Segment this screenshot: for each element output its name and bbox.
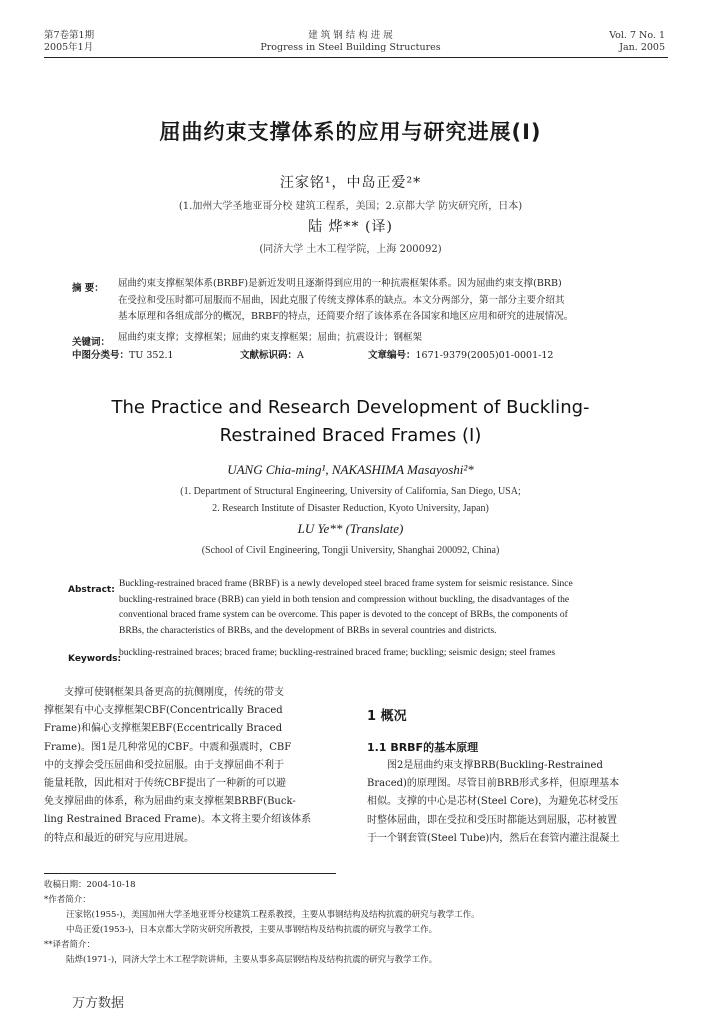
article-number-row [368,347,553,365]
issue-volume-en: Vol. 7 No. 1 [609,30,665,41]
journal-issue-en [609,30,665,54]
issue-date-en: Jan. 2005 [619,42,665,53]
body-line: 中的支撑会受压屈曲和受拉屈服。由于支撑屈曲不利于 [44,759,284,771]
abstract-en-label: Abstract: [68,585,115,595]
footnotes [44,878,674,968]
abstract-cn-line: 在受拉和受压时都可屈服而不屈曲，因此克服了传统支撑体系的缺点。本文分两部分，第一部分主要介绍其 [118,294,565,306]
affiliation-cn-2: (同济大学 土木工程学院，上海 200092) [259,244,442,255]
clc-label: 中图分类号： [72,350,130,361]
article-number-value: 1671-9379(2005)01-0001-12 [415,350,554,361]
keywords-cn-label: 关键词： [72,337,111,348]
footnote-rule [44,873,336,874]
body-line: 的特点和最近的研究与应用进展。 [44,832,194,844]
translator-cn: 陆 烨** (译) [308,219,393,235]
body-line: 能量耗散，因此相对于传统CBF提出了一种新的可以避 [44,778,286,790]
paper-title-en-line2: Restrained Braced Frames (I) [219,425,482,446]
authors-en: UANG Chia-ming¹, NAKASHIMA Masayoshi²* [227,462,474,477]
paper-title-en-line1: The Practice and Research Development of Buckling- [111,397,590,418]
journal-name-en: Progress in Steel Building Structures [260,42,441,53]
keywords-en: buckling-restrained braces; braced frame; buckling-restrained braced frame; buckling; seismic design; steel frames [119,648,556,658]
classification-row [72,347,174,365]
affiliation-en-3: (School of Civil Engineering, Tongji University, Shanghai 200092, China) [201,545,500,556]
translator-bio: 陆烨(1971-)，同济大学土木工程学院讲师，主要从事多高层钢结构及结构抗震的研究与教学工作。 [66,955,438,965]
abstract-cn-label [72,276,104,295]
translator-bio-heading: **译者简介： [44,940,96,950]
body-line: 于一个钢套管(Steel Tube)内，然后在套管内灌注混凝土 [367,832,620,844]
journal-issue-cn [44,30,94,54]
body-line: Braced)的原理图。尽管目前BRB形式多样，但原理基本 [367,778,620,790]
affiliation-en-1: (1. Department of Structural Engineering, University of California, San Diego, USA; [180,486,521,497]
body-line: ling Restrained Braced Frame)。本文将主要介绍该体系 [44,814,312,826]
body-line: 免支撑屈曲的体系，称为屈曲约束支撑框架BRBF(Buck- [44,796,296,808]
clc-value: TU 352.1 [129,350,174,361]
keywords-en-label: Keywords: [68,654,122,664]
author-bio: 中岛正爱(1953-)，日本京都大学防灾研究所教授，主要从事钢结构及结构抗震的研究与教学工作。 [66,925,438,935]
abstract-cn [118,276,678,326]
article-number-label: 文章编号： [368,350,416,361]
abstract-en-line: buckling-restrained brace (BRB) can yield in both tension and compression without buckling, the disadvantages of the [119,594,570,605]
translator-en: LU Ye** (Translate) [297,521,404,536]
header-rule [44,57,668,58]
body-line: Frame)和偏心支撑框架EBF(Eccentrically Braced [44,723,283,735]
author-bio: 汪家铭(1955-)，美国加州大学圣地亚哥分校建筑工程系教授，主要从事钢结构及结构抗震的研究与教学工作。 [66,910,480,920]
body-line: 图2是屈曲约束支撑BRB(Buckling-Restrained [387,760,603,771]
body-left-column [44,684,348,848]
abstract-en-line: Buckling-restrained braced frame (BRBF) is a newly developed steel braced frame system for seismic resistance. Since [119,579,573,589]
journal-name-cn: 建 筑 钢 结 构 进 展 [308,30,393,41]
author-bio-heading: *作者简介： [44,895,91,905]
abstract-en [119,577,679,639]
keywords-cn: 屈曲约束支撑；支撑框架；屈曲约束支撑框架；屈曲；抗震设计；钢框架 [118,332,423,343]
abstract-cn-line: 屈曲约束支撑框架体系(BRBF)是新近发明且逐渐得到应用的一种抗震框架体系。因为屈曲约束支撑(BRB) [118,278,562,289]
affiliation-en-2: 2. Research Institute of Disaster Reduction, Kyoto University, Japan) [212,503,489,514]
issue-volume-cn: 第7卷第1期 [44,30,95,41]
body-line: Frame)。图1是几种常见的CBF。中震和强震时，CBF [44,741,292,753]
abstract-en-line: BRBs, the characteristics of BRBs, and the development of BRBs in several countries and districts. [119,625,497,636]
journal-name [200,30,501,54]
authors-cn: 汪家铭¹，中岛正爱²* [279,175,422,191]
abstract-en-line: conventional braced frame system can be overcome. This paper is devoted to the concept of BRBs, the components of [119,610,568,620]
paper-title-cn: 屈曲约束支撑体系的应用与研究进展(Ⅰ) [159,120,542,144]
section-heading-1: 1 概况 [367,709,407,724]
body-line: 支撑可使钢框架具备更高的抗侧刚度，传统的带支 [64,687,284,698]
abstract-cn-label-text: 摘 要： [72,283,104,294]
received-date: 收稿日期：2004-10-18 [44,880,136,890]
issue-date-cn: 2005年1月 [44,42,94,53]
doc-code-label: 文献标识码： [240,350,298,361]
body-line: 撑框架有中心支撑框架CBF(Concentrically Braced [44,705,283,717]
paper-title-en [0,394,701,450]
doc-code-row [240,347,304,365]
abstract-en-label-wrap [68,577,115,596]
doc-code-value: A [297,350,304,361]
watermark: 万方数据 [72,996,125,1011]
body-line: 时整体屈曲，即在受拉和受压时都能达到屈服，芯材被置 [367,814,617,826]
keywords-en-label-wrap [68,646,121,665]
section-heading-1-1: 1.1 BRBF的基本原理 [367,741,479,754]
body-right-column [367,757,671,848]
affiliation-cn-1: (1.加州大学圣地亚哥分校 建筑工程系，美国；2.京都大学 防灾研究所，日本) [178,201,523,212]
body-line: 相似。支撑的中心是芯材(Steel Core)，为避免芯材受压 [367,796,619,808]
abstract-cn-line: 基本原理和各组成部分的概况，BRBF的特点，还简要介绍了该体系在各国家和地区应用和研究的进展情况。 [118,311,574,322]
